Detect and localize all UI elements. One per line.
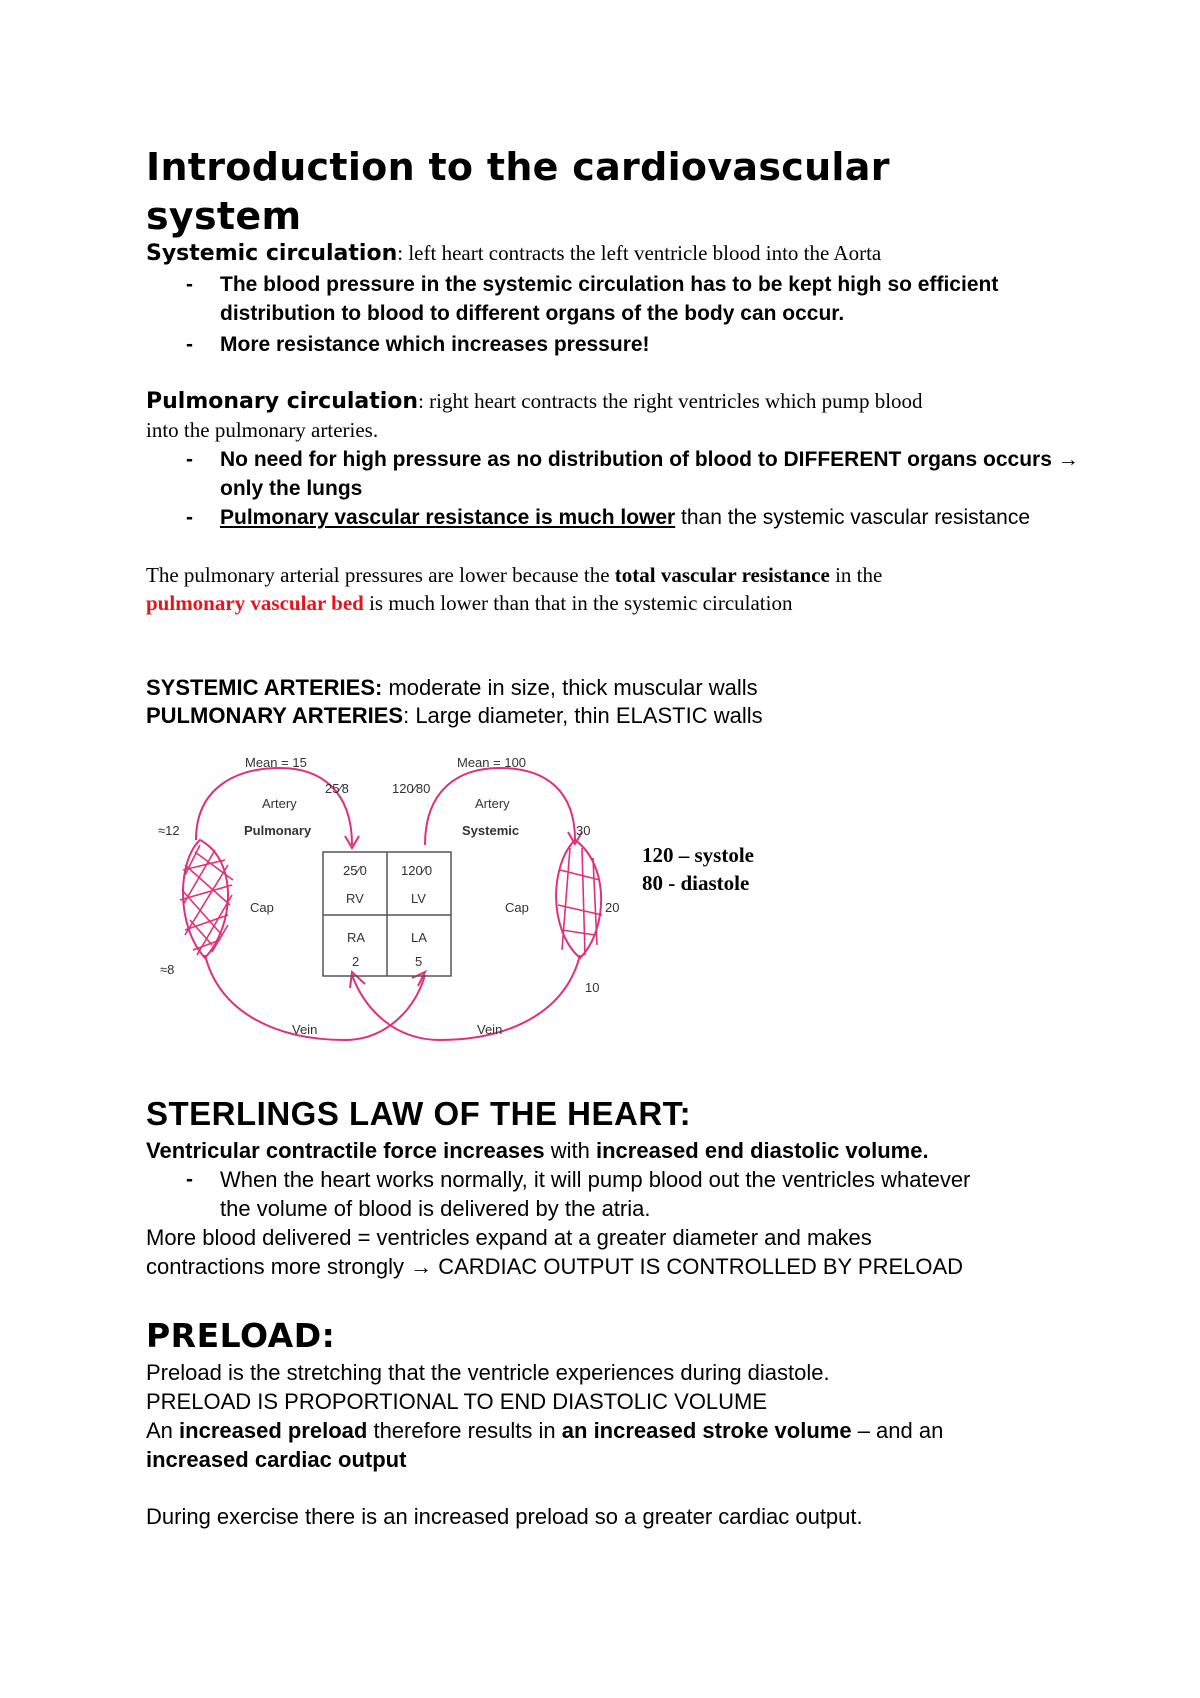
- paragraph-text-end: in the: [829, 563, 883, 587]
- systemic-circulation-text: : left heart contracts the left ventricle blood into the Aorta: [397, 241, 882, 265]
- preload-line-3-d: an increased stroke volume: [561, 1418, 852, 1443]
- systemic-mean-label: Mean = 100: [457, 755, 527, 770]
- sterling-heading: STERLINGS LAW OF THE HEART:: [146, 1095, 692, 1132]
- preload-line-5: During exercise there is an increased preload so a greater cardiac output.: [146, 1504, 863, 1529]
- bullet-dash: -: [186, 506, 193, 529]
- systemic-circulation-label: Systemic circulation: [146, 241, 398, 266]
- sterling-bullet-line-1: When the heart works normally, it will pump blood out the ventricles whatever: [220, 1167, 971, 1192]
- systemic-circulation-line: [146, 241, 881, 266]
- right-arrow-icon: →: [410, 1254, 433, 1279]
- sterling-mid: with: [544, 1138, 596, 1163]
- pulmonary-bullet-2-underlined: Pulmonary vascular resistance is much lower: [220, 506, 676, 529]
- bullet-dash: -: [186, 1168, 193, 1191]
- pulmonary-mean-label: Mean = 15: [245, 755, 307, 770]
- pulmonary-capillary-pressure-low: ≈8: [160, 962, 175, 977]
- lv-pressure: 120⁄0: [401, 863, 433, 878]
- pulmonary-circulation-text-2: into the pulmonary arteries.: [146, 418, 379, 442]
- pulmonary-circulation-label: Pulmonary circulation: [146, 389, 419, 414]
- preload-line-3-e: – and an: [851, 1418, 944, 1443]
- pulmonary-vein-label: Vein: [292, 1022, 318, 1037]
- pulmonary-circulation-text: : right heart contracts the right ventricles which pump blood: [418, 389, 923, 413]
- preload-line-3-a: An: [146, 1418, 180, 1443]
- circulation-diagram: [150, 745, 635, 1060]
- systemic-pressure-30: 30: [576, 823, 591, 838]
- preload-line-3-c: therefore results in: [367, 1418, 562, 1443]
- pulmonary-bullet-1-text: No need for high pressure as no distribution of blood to DIFFERENT organs occurs: [220, 448, 1052, 471]
- pulmonary-circulation-line: [146, 389, 923, 414]
- pulmonary-label: Pulmonary: [244, 823, 312, 838]
- pulmonary-capillary-pressure-high: ≈12: [158, 823, 180, 838]
- circulation-loops: [180, 768, 602, 1040]
- paragraph-bold: total vascular resistance: [614, 563, 830, 587]
- systemic-label: Systemic: [462, 823, 520, 838]
- paragraph-red-text: pulmonary vascular bed: [146, 591, 364, 615]
- systemic-pressure-20: 20: [605, 900, 620, 915]
- pulmonary-arteries-line: [146, 703, 763, 729]
- systemic-arteries-line: [146, 675, 758, 701]
- diastole-note: 80 - diastole: [642, 871, 750, 895]
- sterling-line-4-end: CARDIAC OUTPUT IS CONTROLLED BY PRELOAD: [432, 1254, 964, 1279]
- bullet-dash: -: [186, 333, 193, 356]
- la-label: LA: [411, 930, 427, 945]
- pulmonary-bullet-1-line-2: only the lungs: [220, 477, 363, 500]
- ra-label: RA: [347, 930, 366, 945]
- pulmonary-arteries-label: PULMONARY ARTERIES: [146, 703, 404, 728]
- page-title-line-1: Introduction to the cardiovascular: [146, 145, 890, 189]
- bullet-dash: -: [186, 448, 193, 471]
- sterling-bold-1: Ventricular contractile force increases: [146, 1138, 545, 1163]
- systemic-arteries-text: moderate in size, thick muscular walls: [382, 675, 758, 700]
- preload-line-1: Preload is the stretching that the ventricle experiences during diastole.: [146, 1360, 830, 1385]
- systemic-bullet-2: More resistance which increases pressure!: [220, 333, 650, 356]
- preload-heading: PRELOAD:: [146, 1316, 336, 1355]
- sterling-line-3: More blood delivered = ventricles expand at a greater diameter and makes: [146, 1225, 872, 1250]
- sterling-line-4: [146, 1254, 963, 1280]
- page-title-line-2: system: [146, 194, 302, 238]
- preload-line-2: PRELOAD IS PROPORTIONAL TO END DIASTOLIC VOLUME: [146, 1389, 768, 1414]
- paragraph-text-rest: is much lower than that in the systemic circulation: [363, 591, 793, 615]
- systemic-pressure-10: 10: [585, 980, 600, 995]
- systemic-vein-label: Vein: [477, 1022, 503, 1037]
- systole-note: 120 – systole: [642, 843, 754, 867]
- systemic-bullet-1-line-2: distribution to blood to different organs of the body can occur.: [220, 302, 845, 325]
- bullet-dash: -: [186, 273, 193, 296]
- systemic-bullet-1-line-1: The blood pressure in the systemic circulation has to be kept high so efficient: [220, 273, 999, 296]
- pulmonary-bullet-1-line-1: [220, 448, 1079, 472]
- aortic-pressure: 120⁄80: [392, 781, 431, 796]
- systemic-arteries-label: SYSTEMIC ARTERIES:: [146, 675, 383, 700]
- right-arrow-icon: →: [1057, 448, 1079, 471]
- preload-line-3-b: increased preload: [179, 1418, 368, 1443]
- resistance-paragraph-line-2: [146, 591, 792, 616]
- rv-label: RV: [346, 891, 364, 906]
- la-pressure: 5: [415, 954, 423, 969]
- sterling-bold-2: increased end diastolic volume.: [596, 1138, 929, 1163]
- pulmonary-bullet-2: [220, 506, 1030, 530]
- systemic-artery-label: Artery: [475, 796, 510, 811]
- paragraph-text: The pulmonary arterial pressures are lower because the: [146, 563, 615, 587]
- pulmonary-arteries-text: : Large diameter, thin ELASTIC walls: [403, 703, 763, 728]
- pulmonary-artery-label: Artery: [262, 796, 297, 811]
- sterling-bullet-line-2: the volume of blood is delivered by the atria.: [220, 1196, 651, 1221]
- ra-pressure: 2: [352, 954, 360, 969]
- sterling-line-1: [146, 1138, 929, 1164]
- pulmonary-bullet-2-rest: than the systemic vascular resistance: [675, 506, 1031, 529]
- pulmonary-cap-label: Cap: [250, 900, 274, 915]
- systemic-cap-label: Cap: [505, 900, 529, 915]
- sterling-line-4-start: contractions more strongly: [146, 1254, 411, 1279]
- lv-label: LV: [411, 891, 426, 906]
- resistance-paragraph-line-1: [146, 563, 882, 588]
- preload-line-3: [146, 1418, 943, 1444]
- rv-pressure: 25⁄0: [343, 863, 367, 878]
- flow-arrowheads: [345, 832, 582, 988]
- pulmonary-artery-pressure: 25⁄8: [325, 781, 349, 796]
- preload-line-4: increased cardiac output: [146, 1447, 407, 1472]
